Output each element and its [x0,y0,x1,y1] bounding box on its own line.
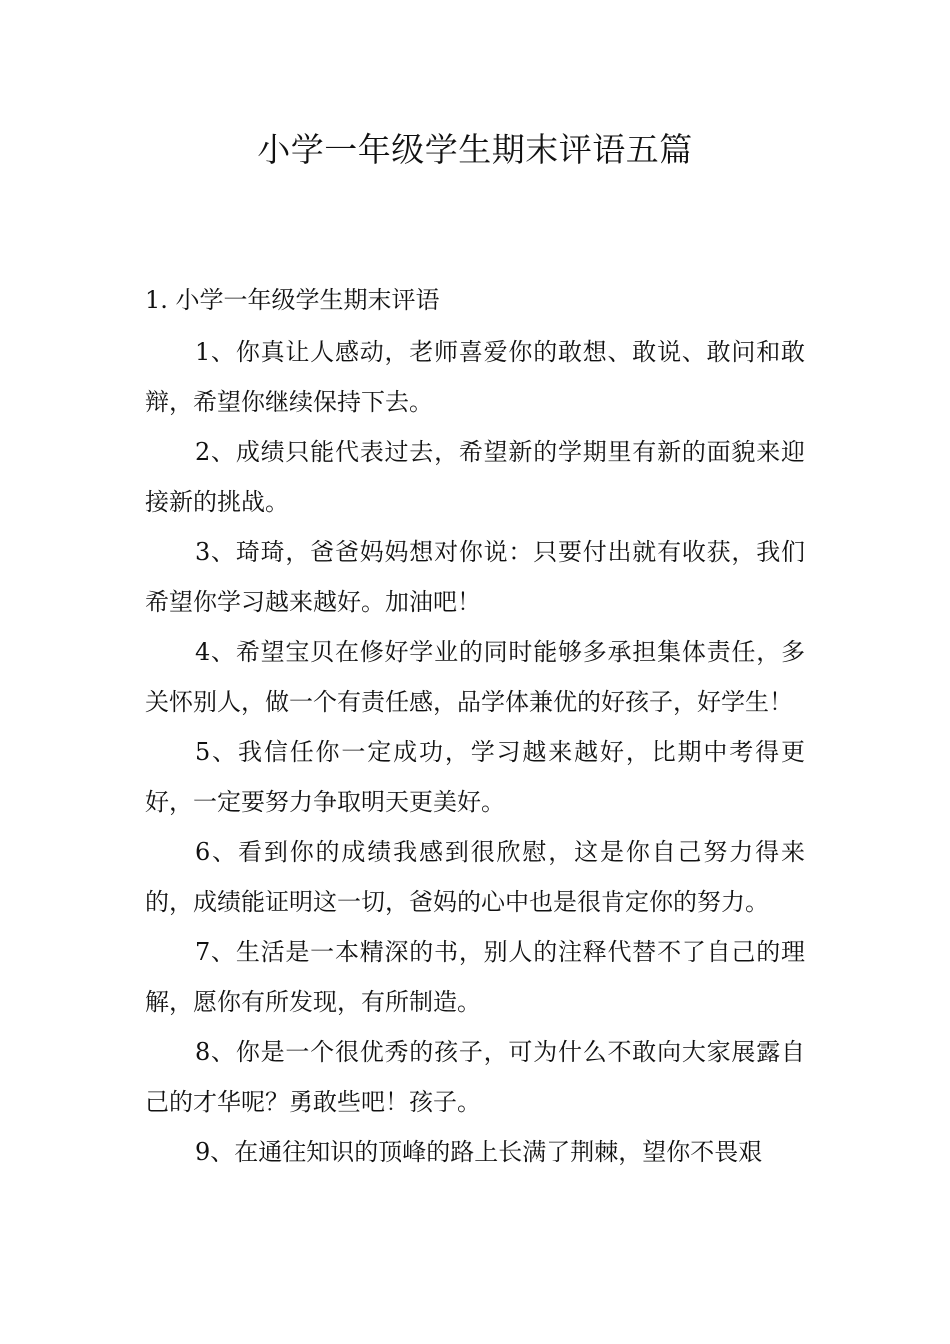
comment-item-7: 7、生活是一本精深的书，别人的注释代替不了自己的理解，愿你有所发现，有所制造。 [145,938,805,1016]
comment-item-4: 4、希望宝贝在修好学业的同时能够多承担集体责任，多关怀别人，做一个有责任感，品学体兼优的好孩子，好学生！ [145,638,805,716]
comment-item-9: 9、在通往知识的顶峰的路上长满了荆棘，望你不畏艰 [195,1138,763,1166]
section-heading: 1. 小学一年级学生期末评语 [145,286,440,314]
comment-list [145,327,805,1177]
comment-item-1: 1、你真让人感动，老师喜爱你的敢想、敢说、敢问和敢辩，希望你继续保持下去。 [145,338,805,416]
comment-item-5: 5、我信任你一定成功，学习越来越好，比期中考得更好，一定要努力争取明天更美好。 [145,738,805,816]
comment-item-3: 3、琦琦，爸爸妈妈想对你说：只要付出就有收获，我们希望你学习越来越好。加油吧！ [145,538,805,616]
comment-item-6: 6、看到你的成绩我感到很欣慰，这是你自己努力得来的，成绩能证明这一切，爸妈的心中也是很肯定你的努力。 [145,838,805,916]
document-title: 小学一年级学生期末评语五篇 [257,130,693,169]
comment-item-8: 8、你是一个很优秀的孩子，可为什么不敢向大家展露自己的才华呢？勇敢些吧！孩子。 [145,1038,805,1116]
comment-item-2: 2、成绩只能代表过去，希望新的学期里有新的面貌来迎接新的挑战。 [145,438,805,516]
